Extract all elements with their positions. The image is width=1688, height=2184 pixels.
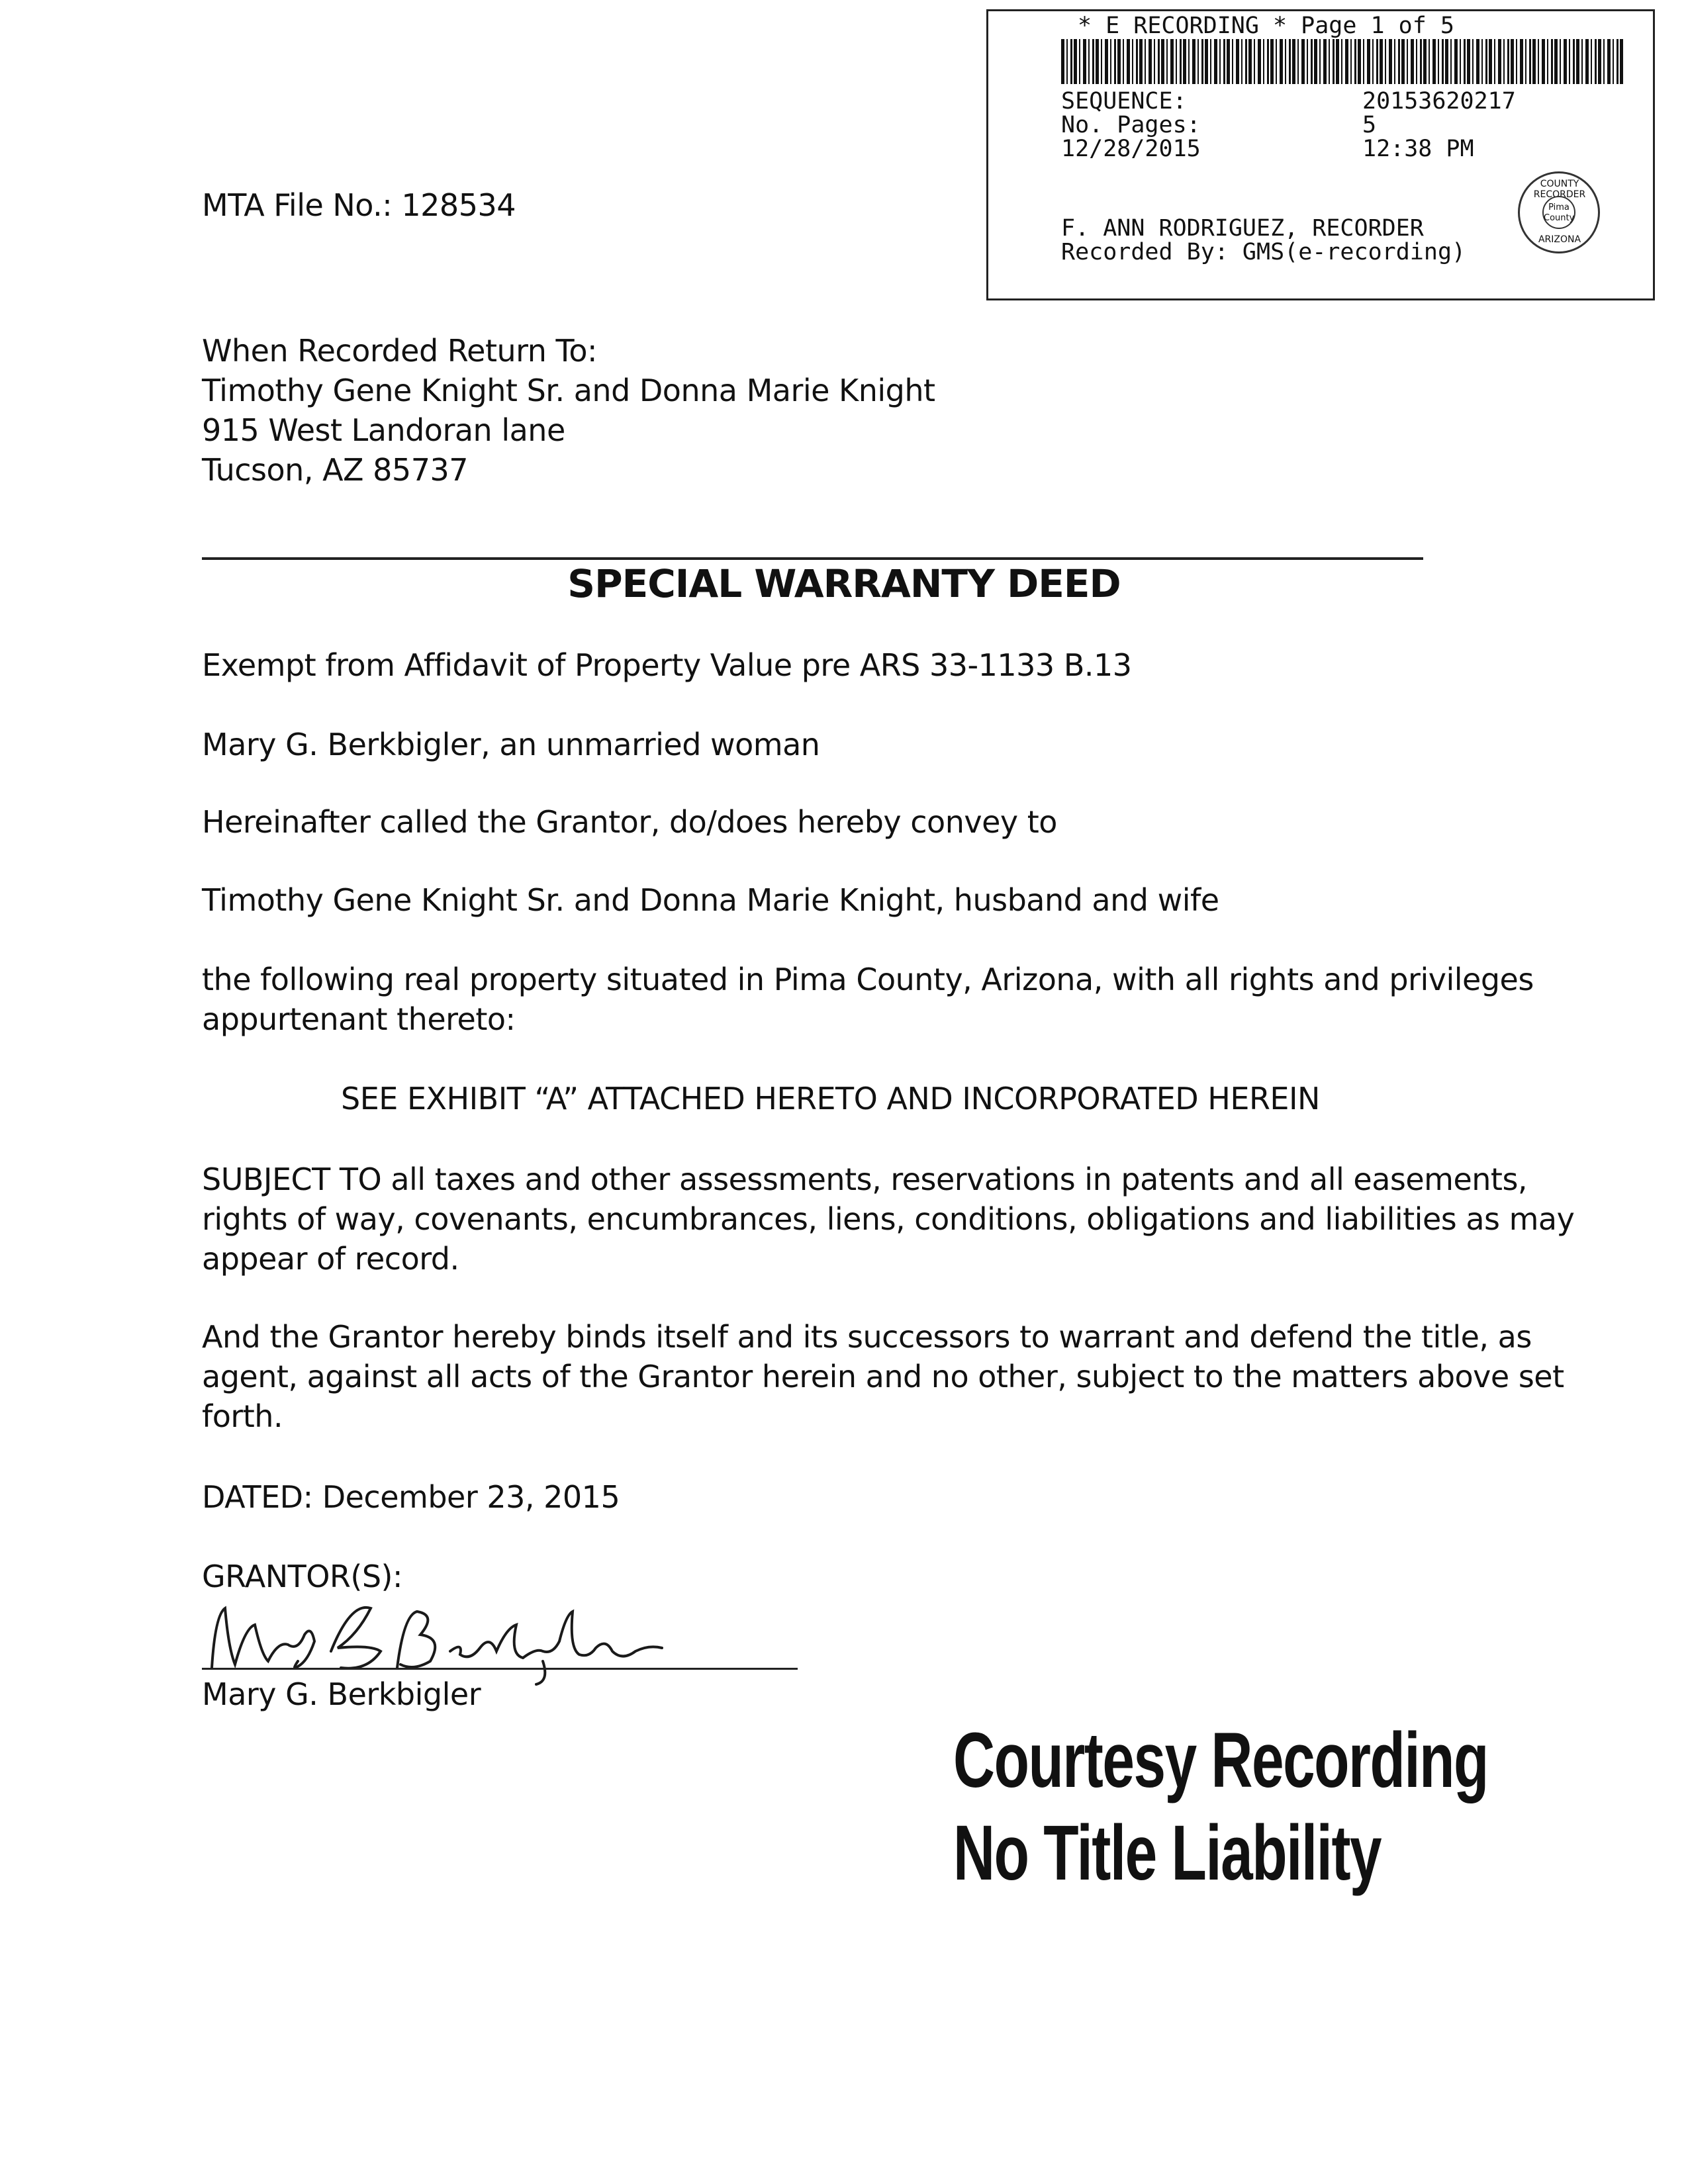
title-divider [202,557,1423,560]
courtesy-recording-stamp [953,1714,1488,1899]
recorded-by: Recorded By: GMS(e-recording) [1061,239,1466,265]
grantor-description: Mary G. Berkbigler, an unmarried woman [202,727,820,762]
grantor-signature [199,1588,741,1688]
subject-line-2: rights of way, covenants, encumbrances, liens, conditions, obligations and liabilities as may [202,1201,1575,1237]
sequence-label: SEQUENCE: [1061,88,1187,114]
return-to-heading: When Recorded Return To: [202,333,597,369]
pages-label: No. Pages: [1061,112,1201,138]
subject-line-3: appear of record. [202,1241,459,1277]
subject-line-1: SUBJECT TO all taxes and other assessments, reservations in patents and all easements, [202,1161,1528,1197]
warrant-line-2: agent, against all acts of the Grantor herein and no other, subject to the matters above set [202,1359,1564,1394]
dated-line: DATED: December 23, 2015 [202,1479,620,1515]
stamp-line-1: Courtesy Recording [953,1717,1488,1804]
property-line-2: appurtenant thereto: [202,1001,516,1037]
seal-center-text: Pima County [1542,196,1575,229]
recording-time: 12:38 PM [1362,136,1474,162]
return-to-city: Tucson, AZ 85737 [202,452,469,488]
mta-file-number: MTA File No.: 128534 [202,187,516,223]
convey-statement: Hereinafter called the Grantor, do/does hereby convey to [202,804,1057,840]
exempt-statement: Exempt from Affidavit of Property Value pre ARS 33-1133 B.13 [202,647,1132,683]
signer-name: Mary G. Berkbigler [202,1676,481,1712]
seal-top-text: COUNTY RECORDER [1533,179,1586,200]
barcode [1061,39,1624,84]
county-seal-icon [1518,171,1600,253]
pages-value: 5 [1362,112,1377,138]
grantee: Timothy Gene Knight Sr. and Donna Marie Knight, husband and wife [202,882,1219,918]
recorder-name: F. ANN RODRIGUEZ, RECORDER [1061,215,1424,242]
return-to-name: Timothy Gene Knight Sr. and Donna Marie Knight [202,373,935,408]
property-line-1: the following real property situated in Pima County, Arizona, with all rights and privileges [202,962,1534,997]
recording-date: 12/28/2015 [1061,136,1201,162]
recording-header: * E RECORDING * Page 1 of 5 [1078,13,1454,39]
sequence-value: 20153620217 [1362,88,1516,114]
stamp-line-2: No Title Liability [953,1809,1382,1897]
document-title: SPECIAL WARRANTY DEED [567,561,1121,606]
warrant-line-1: And the Grantor hereby binds itself and its successors to warrant and defend the title, as [202,1319,1532,1355]
recording-stamp-box [986,9,1655,300]
grantors-label: GRANTOR(S): [202,1559,402,1594]
seal-bottom-text: ARIZONA [1538,234,1581,245]
warrant-line-3: forth. [202,1398,283,1434]
signature-line [202,1668,798,1670]
exhibit-reference: SEE EXHIBIT “A” ATTACHED HERETO AND INCORPORATED HEREIN [341,1081,1320,1116]
return-to-street: 915 West Landoran lane [202,412,565,448]
